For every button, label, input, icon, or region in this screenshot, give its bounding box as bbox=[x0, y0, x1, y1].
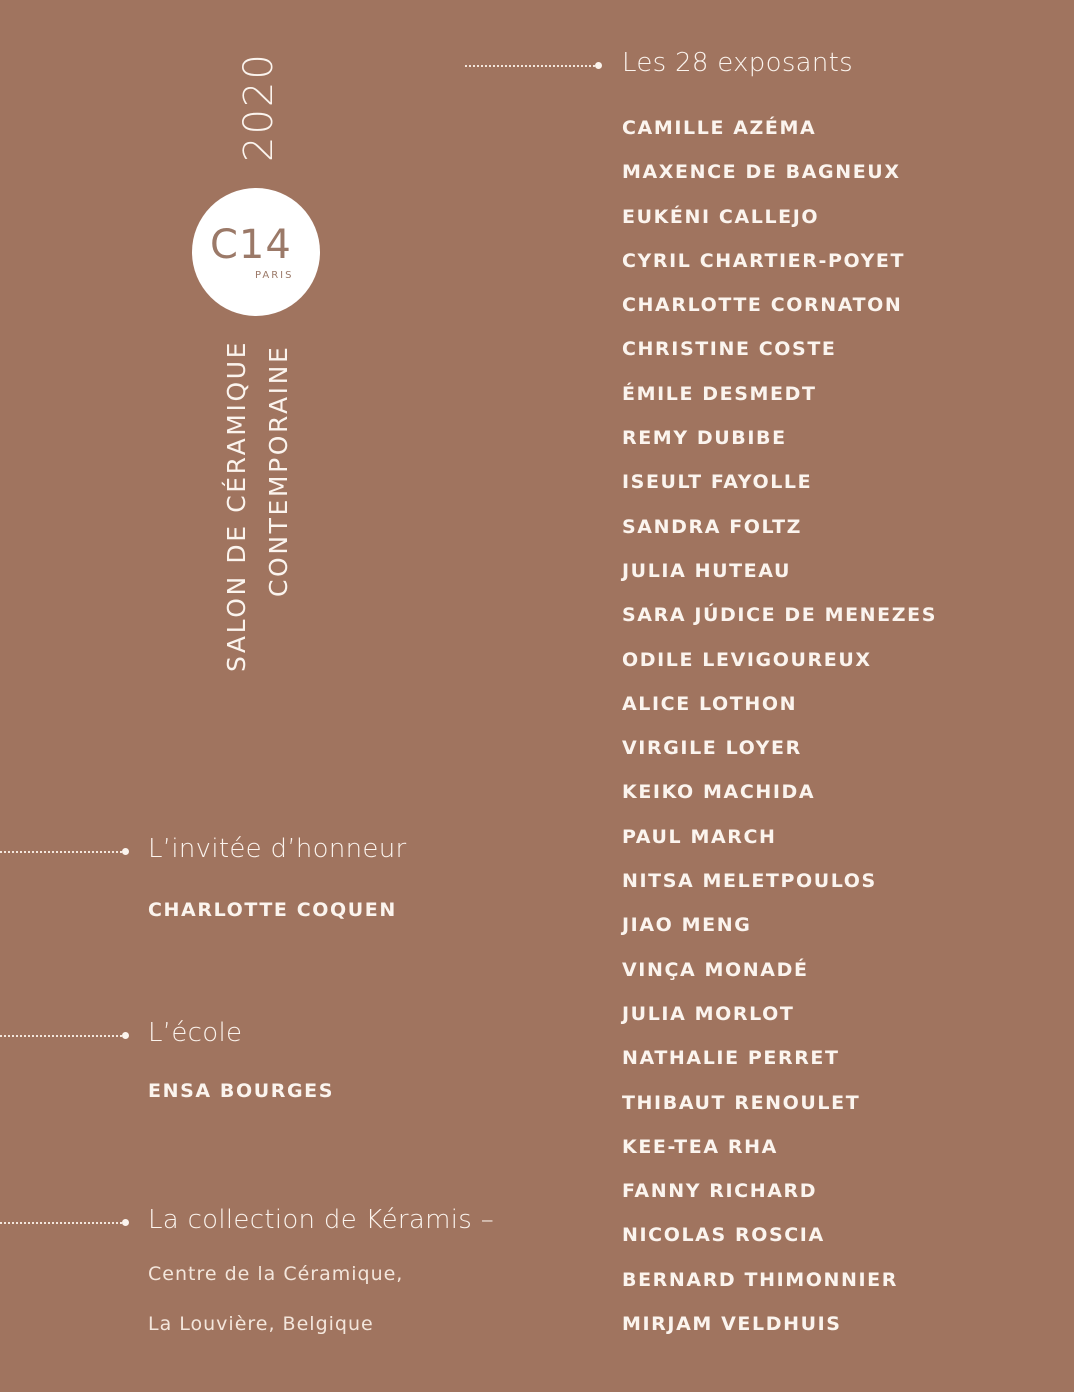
year: 2020 bbox=[236, 52, 282, 162]
exhibitor-name: PAUL MARCH bbox=[622, 825, 777, 848]
collection-leader-dot bbox=[122, 1219, 129, 1226]
school-leader-line bbox=[0, 1035, 122, 1037]
exhibitors-leader-line bbox=[465, 65, 595, 67]
collection-line1: Centre de la Céramique, bbox=[148, 1263, 404, 1285]
collection-heading: La collection de Kéramis – bbox=[148, 1205, 494, 1235]
exhibitor-name: CHARLOTTE CORNATON bbox=[622, 294, 903, 317]
logo-mark: C14 bbox=[210, 222, 292, 268]
tagline-line2: CONTEMPORAINE bbox=[264, 344, 293, 597]
exhibitor-name: MAXENCE DE BAGNEUX bbox=[622, 161, 901, 184]
exhibitor-name: VIRGILE LOYER bbox=[622, 737, 802, 760]
guest-leader-dot bbox=[122, 848, 129, 855]
guest-heading: L’invitée d’honneur bbox=[148, 834, 407, 864]
exhibitor-name: BERNARD THIMONNIER bbox=[622, 1268, 898, 1291]
c14-logo bbox=[192, 188, 320, 316]
exhibitor-name: NATHALIE PERRET bbox=[622, 1047, 840, 1070]
exhibitors-heading: Les 28 exposants bbox=[622, 48, 854, 78]
exhibitor-list bbox=[622, 114, 937, 1354]
exhibitor-name: CAMILLE AZÉMA bbox=[622, 117, 817, 139]
school-heading: L’école bbox=[148, 1018, 243, 1048]
exhibitor-name: REMY DUBIBE bbox=[622, 427, 787, 450]
guest-name: CHARLOTTE COQUEN bbox=[148, 899, 397, 921]
exhibitor-name: JIAO MENG bbox=[622, 914, 752, 937]
exhibitor-name: ÉMILE DESMEDT bbox=[622, 382, 817, 405]
exhibitor-name: JULIA MORLOT bbox=[622, 1002, 795, 1025]
logo-city: PARIS bbox=[255, 270, 294, 281]
exhibitor-name: CHRISTINE COSTE bbox=[622, 338, 837, 361]
exhibitor-name: SANDRA FOLTZ bbox=[622, 515, 803, 538]
exhibitor-name: VINÇA MONADÉ bbox=[622, 958, 809, 981]
exhibitor-name: ISEULT FAYOLLE bbox=[622, 471, 813, 494]
collection-leader-line bbox=[0, 1222, 122, 1224]
exhibitor-name: CYRIL CHARTIER-POYET bbox=[622, 249, 906, 272]
exhibitors-leader-dot bbox=[595, 62, 602, 69]
school-leader-dot bbox=[122, 1032, 129, 1039]
collection-line2: La Louvière, Belgique bbox=[148, 1313, 374, 1335]
exhibitor-name: JULIA HUTEAU bbox=[622, 559, 792, 582]
exhibitor-name: NICOLAS ROSCIA bbox=[622, 1224, 825, 1247]
exhibitor-name: ODILE LEVIGOUREUX bbox=[622, 648, 872, 671]
exhibitor-name: KEIKO MACHIDA bbox=[622, 781, 816, 804]
exhibitor-name: SARA JÚDICE DE MENEZES bbox=[622, 604, 937, 627]
exhibitor-name: EUKÉNI CALLEJO bbox=[622, 205, 820, 228]
exhibitor-name: THIBAUT RENOULET bbox=[622, 1091, 861, 1114]
exhibitor-name: MIRJAM VELDHUIS bbox=[622, 1313, 842, 1336]
exhibitor-name: ALICE LOTHON bbox=[622, 692, 798, 715]
exhibitor-name: FANNY RICHARD bbox=[622, 1180, 818, 1203]
school-name: ENSA BOURGES bbox=[148, 1080, 335, 1102]
exhibitor-name: KEE-TEA RHA bbox=[622, 1135, 778, 1158]
exhibitor-name: NITSA MELETPOULOS bbox=[622, 870, 877, 893]
guest-leader-line bbox=[0, 851, 122, 853]
tagline-line1: SALON DE CÉRAMIQUE bbox=[222, 339, 251, 672]
